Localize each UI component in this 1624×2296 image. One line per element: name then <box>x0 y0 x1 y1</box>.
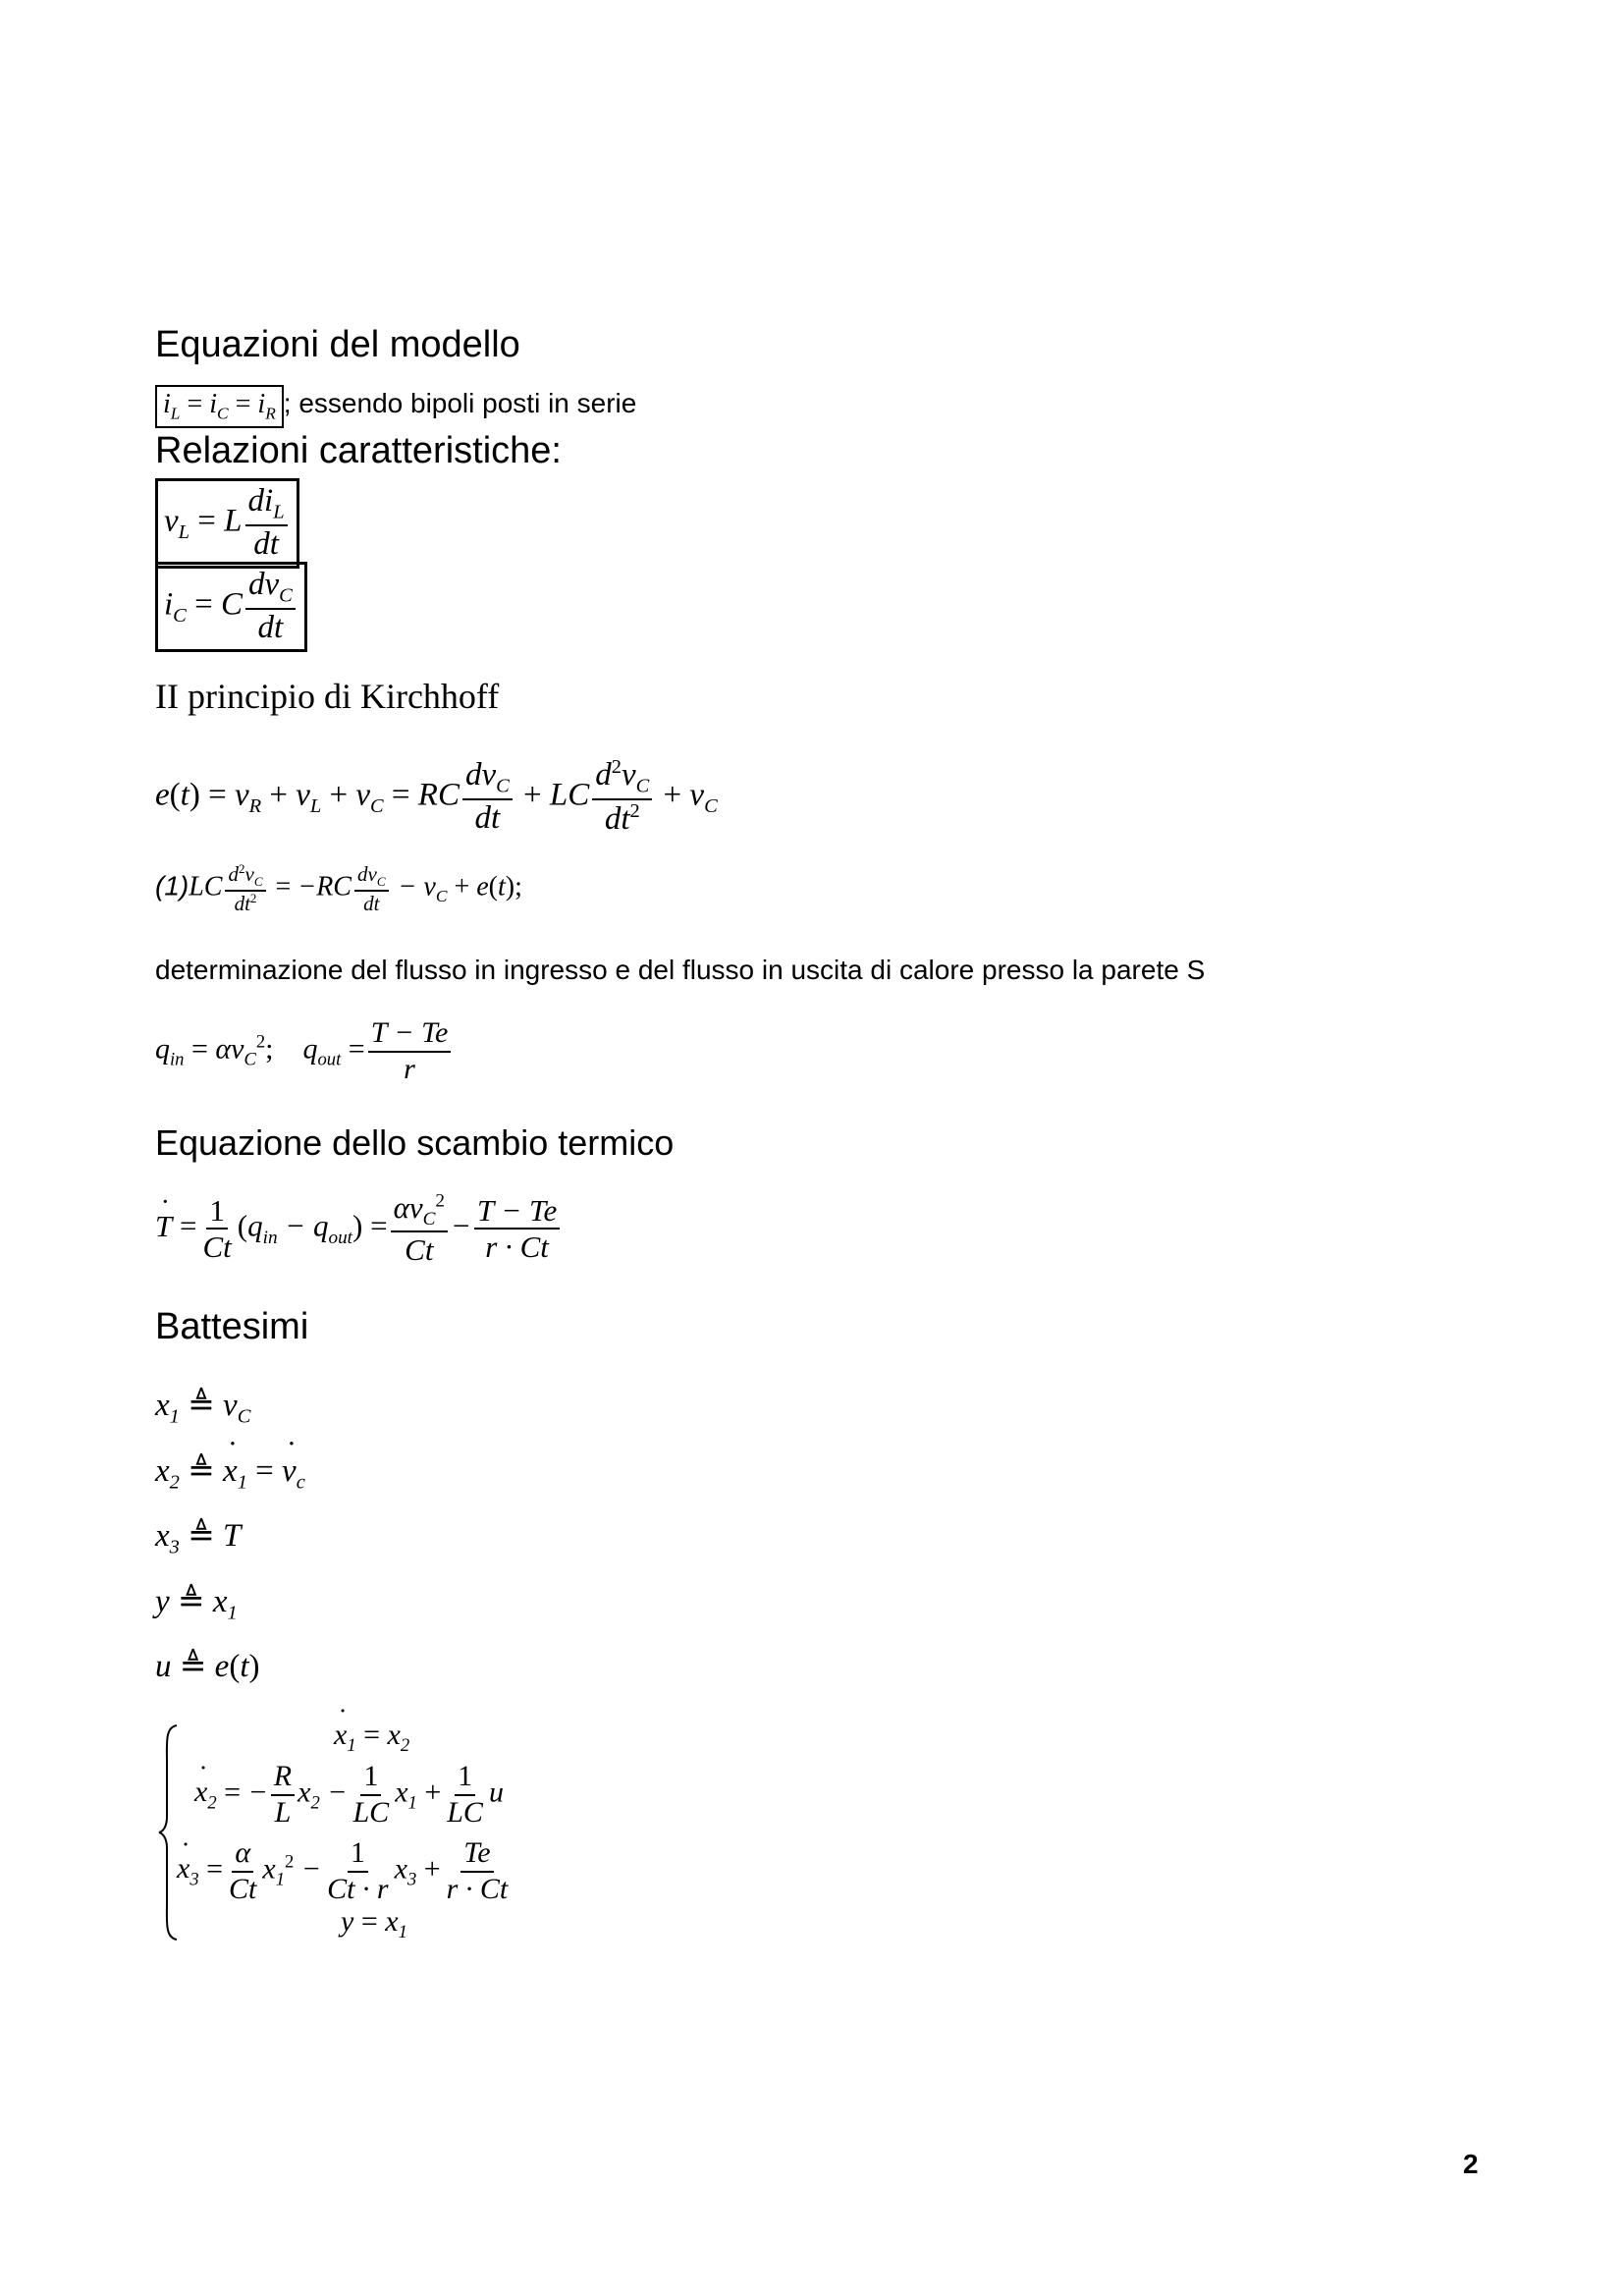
heading-exchange: Equazione dello scambio termico <box>155 1122 675 1163</box>
equation-vL: $v_L = L$ $\frac{di_L}{dt}$ <box>155 478 299 569</box>
heading-battesimi: Battesimi <box>155 1306 309 1347</box>
series-text: ; essendo bipoli posti in serie <box>283 388 637 418</box>
system-row-1: ˙ $x_1 = x_2$ <box>334 1719 409 1757</box>
heading-relations: Relazioni caratteristiche: <box>155 430 562 471</box>
equation-kirchhoff: $e(t) = v_R + v_L + v_C$ = RC $\frac{dv_C}{dt}$ + LC $\frac{d^2v_C}{dt^2}$ + $v_C$ <box>155 756 718 838</box>
heading-model: Equazioni del modello <box>155 324 520 365</box>
flux-text: determinazione del flusso in ingresso e del flusso in uscita di calore presso la parete S <box>155 955 1206 985</box>
left-brace-icon <box>157 1723 179 1941</box>
series-equation: $i_L = i_C = i_R$ <box>155 385 284 428</box>
system-row-2: ˙ $x_2$ = − $\frac{R}{L}$ $x_2$ − $\frac{1}{LC}$ $x_1$ + $\frac{1}{LC}$ u <box>194 1760 504 1830</box>
equation-1-label: (1) <box>155 870 189 902</box>
equation-iC: $i_C = C$ $\frac{dv_C}{dt}$ <box>155 562 307 652</box>
heading-kirchhoff: II principio di Kirchhoff <box>155 677 500 716</box>
definition-x3: $x_3$ ≜ T <box>155 1518 242 1558</box>
equation-1: (1)LC $\frac{d^2v_C}{dt^2}$ = −RC $\frac{dv_C}{dt}$ − $v_C + e(t)$; <box>155 861 522 916</box>
definition-y: y ≜ $x_1$ <box>155 1584 238 1624</box>
page-number: 2 <box>1463 2149 1479 2179</box>
definition-x2: $x_2$ ≜ ˙ $x_1$ = ˙ $v_c$ <box>155 1450 305 1495</box>
system-row-4: $y = x_1$ <box>341 1905 407 1942</box>
equation-exchange: ˙ T = $\frac{1}{Ct}$ $(q_{in} - q_{out})$ = $\frac{\alpha v_C^2}{Ct}$ − $\frac{T - Te}{r \cdot Ct}$ <box>155 1190 563 1268</box>
series-line <box>155 385 636 428</box>
definition-x1: $x_1$ ≜ $v_C$ <box>155 1388 251 1428</box>
definition-u: u ≜ e(t) <box>155 1649 260 1684</box>
system-row-3: ˙ $x_3$ = $\frac{\alpha}{Ct}$ $x_1^2$ − $\frac{1}{Ct \cdot r}$ $x_3$ + $\frac{Te}{r \cdot Ct}$ <box>177 1836 514 1906</box>
equation-flux: $q_{in} = \alpha v_C^2$; $q_{out}$ = $\frac{T - Te}{r}$ <box>155 1016 454 1086</box>
